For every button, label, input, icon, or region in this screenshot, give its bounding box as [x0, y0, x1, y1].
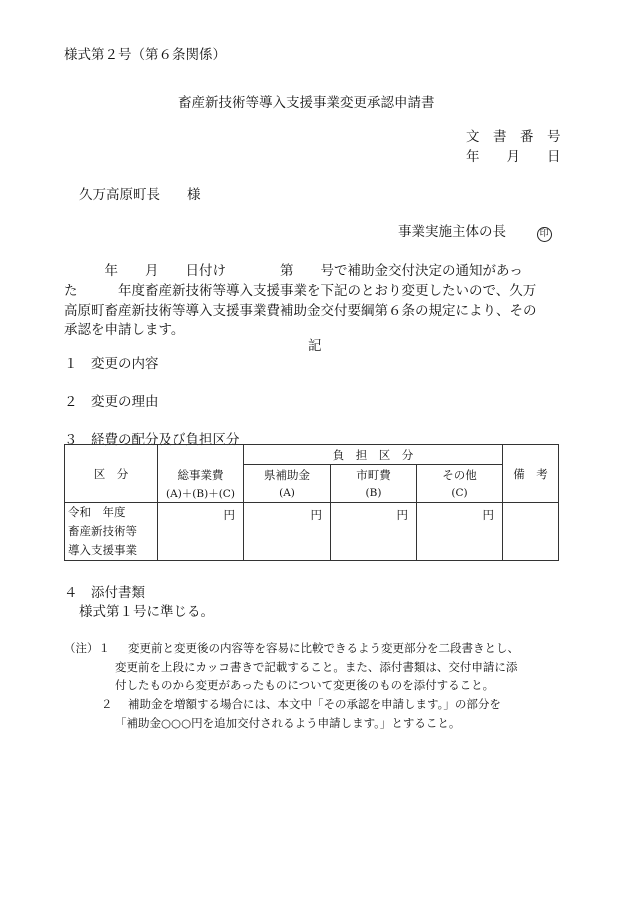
addressee: 久万高原町長 様 — [79, 187, 201, 203]
cell-other[interactable]: 円 — [417, 503, 503, 561]
row-label — [65, 503, 158, 561]
applicant-title: 事業実施主体の長 — [398, 224, 506, 240]
document-number-label: 文 書 番 号 — [466, 129, 561, 145]
cell-total[interactable]: 円 — [158, 503, 244, 561]
header-town-cost: 市町費 — [331, 465, 417, 485]
cell-pref-subsidy[interactable]: 円 — [244, 503, 331, 561]
section-4-heading: ４ 添付書類 — [64, 585, 145, 601]
note-1-line-3: 付したものから変更があったものについて変更後のものを添付すること。 — [115, 678, 495, 692]
cell-town-cost[interactable]: 円 — [331, 503, 417, 561]
row-label-line-1: 令和 年度 — [68, 505, 126, 519]
note-1-line-1: 変更前と変更後の内容等を容易に比較できるよう変更部分を二段書きとし、 — [128, 641, 519, 655]
note-prefix: （注）１ — [64, 641, 110, 655]
section-4-detail: 様式第１号に準じる。 — [79, 604, 214, 620]
header-other: その他 — [417, 465, 503, 485]
section-1-heading: １ 変更の内容 — [64, 356, 159, 372]
header-total-formula: (A)＋(B)＋(C) — [158, 485, 244, 503]
body-line-4: 承認を申請します。 — [64, 322, 185, 338]
row-label-line-2: 畜産新技術等 — [68, 524, 137, 538]
note-1-line-2: 変更前を上段にカッコ書きで記載すること。また、添付書類は、交付申請に添 — [115, 660, 518, 674]
header-burden: 負 担 区 分 — [244, 445, 503, 465]
note-2-line-1: 補助金を増額する場合には、本文中「その承認を申請します。」の部分を — [128, 697, 501, 711]
header-remarks: 備 考 — [503, 445, 559, 503]
document-title: 畜産新技術等導入支援事業変更承認申請書 — [178, 95, 435, 111]
header-other-sub: (C) — [417, 485, 503, 503]
row-label-line-3: 導入支援事業 — [68, 543, 137, 557]
header-pref-sub: (A) — [244, 485, 331, 503]
section-2-heading: ２ 変更の理由 — [64, 394, 159, 410]
body-line-3: 高原町畜産新技術等導入支援事業費補助金交付要綱第６条の規定により、その — [64, 303, 537, 319]
body-line-2: た 年度畜産新技術等導入支援事業を下記のとおり変更したいので、久万 — [64, 283, 537, 299]
section-3-heading: ３ 経費の配分及び負担区分 — [64, 432, 240, 448]
ki-mark: 記 — [308, 338, 322, 354]
note-2-number: ２ — [101, 697, 113, 711]
body-line-1: 年 月 日付け 第 号で補助金交付決定の通知があっ — [64, 263, 523, 279]
seal-stamp: 印 — [537, 227, 552, 242]
header-kubun: 区 分 — [65, 445, 158, 503]
budget-table — [64, 444, 559, 561]
header-total: 総事業費 — [158, 445, 244, 485]
note-2-line-2: 「補助金○○○円を追加交付されるよう申請します。」とすること。 — [115, 716, 461, 730]
header-pref-subsidy: 県補助金 — [244, 465, 331, 485]
form-number: 様式第２号（第６条関係） — [64, 47, 226, 63]
header-town-sub: (B) — [331, 485, 417, 503]
applicant-line — [398, 220, 552, 242]
date-label: 年 月 日 — [466, 149, 561, 165]
cell-remarks[interactable] — [503, 503, 559, 561]
